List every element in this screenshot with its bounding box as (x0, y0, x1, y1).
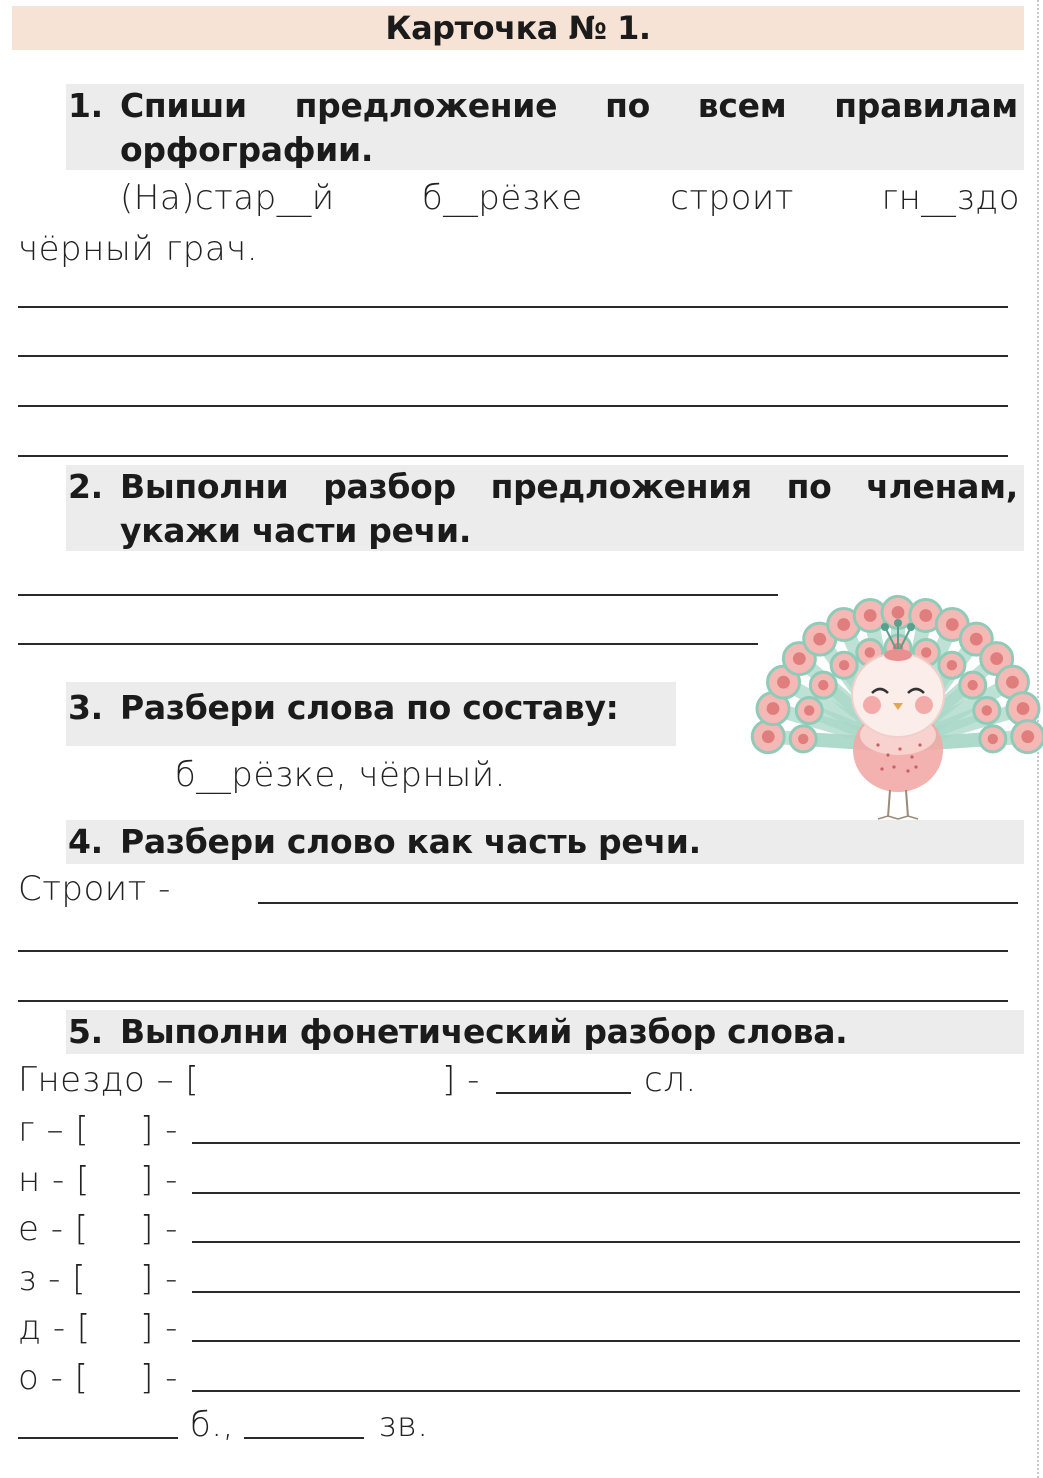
task2-instruction-line2: укажи части речи. (120, 511, 472, 550)
answer-line[interactable] (18, 405, 1008, 407)
letter-answer-line[interactable] (192, 1192, 1020, 1194)
peacock-feather-pupil (919, 609, 932, 622)
letter-answer-line[interactable] (192, 1142, 1020, 1144)
letter-prefix: д - [ (18, 1308, 91, 1348)
letter-prefix: г – [ (18, 1110, 90, 1150)
word-transcription-close: ] - (442, 1060, 480, 1100)
task1-sentence-line1: (На)стар__й б__рёзке строит гн__здо (120, 178, 1020, 218)
task1-instruction-line2: орфографии. (120, 130, 374, 169)
letter-bracket-close: ] - (140, 1159, 178, 1200)
peacock-feather-pupil (947, 660, 957, 670)
answer-line[interactable] (18, 594, 778, 596)
peacock-feather-pupil (777, 676, 790, 689)
word-transcription-open: Гнездо – [ (18, 1060, 200, 1100)
sounds-count-line[interactable] (244, 1437, 364, 1439)
peacock-feather-pupil (864, 609, 877, 622)
letter-bracket-close: ] - (140, 1357, 178, 1398)
peacock-feather-pupil (946, 618, 959, 631)
letter-bracket-close: ] - (140, 1110, 178, 1150)
letter-prefix: о - [ (18, 1357, 89, 1398)
task1-instruction-line1: Спиши предложение по всем правилам (120, 86, 1018, 125)
task4-instruction: Разбери слово как часть речи. (120, 822, 701, 861)
peacock-feather-pupil (767, 702, 780, 715)
letter-prefix: е - [ (18, 1209, 89, 1249)
task3-number: 3. (68, 688, 103, 727)
peacock-feather-pupil (970, 633, 983, 646)
letter-bracket-close: ] - (140, 1209, 178, 1249)
peacock-feather-pupil (837, 618, 850, 631)
task2-instruction-line1: Выполни разбор предложения по членам, (120, 467, 1018, 506)
task4-word: Строит - (18, 869, 171, 909)
peacock-feather-pupil (818, 680, 828, 690)
answer-line[interactable] (18, 950, 1008, 952)
peacock-feather-pupil (921, 647, 931, 657)
task5-number: 5. (68, 1012, 103, 1051)
peacock-feather-pupil (813, 633, 826, 646)
letters-count-line[interactable] (18, 1437, 178, 1439)
peacock-feather-pupil (988, 734, 998, 744)
peacock-feather-pupil (798, 734, 808, 744)
answer-line[interactable] (258, 902, 1018, 904)
task2-heading (68, 465, 1024, 553)
syllables-label: сл. (644, 1060, 697, 1100)
peacock-feather-pupil (793, 652, 806, 665)
task5-instruction: Выполни фонетический разбор слова. (120, 1012, 848, 1051)
task1-sentence-line2: чёрный грач. (18, 229, 259, 269)
answer-line[interactable] (18, 355, 1008, 357)
answer-line[interactable] (18, 306, 1008, 308)
peacock-feather-pupil (990, 652, 1003, 665)
peacock-feather-pupil (1017, 702, 1030, 715)
letter-prefix: з - [ (18, 1258, 87, 1299)
peacock-feather-pupil (865, 647, 875, 657)
answer-line[interactable] (18, 643, 758, 645)
letter-answer-line[interactable] (192, 1291, 1020, 1293)
peacock-feather-pupil (1006, 676, 1019, 689)
letter-answer-line[interactable] (192, 1241, 1020, 1243)
peacock-feather-pupil (967, 680, 977, 690)
letter-prefix: н - [ (18, 1159, 90, 1200)
answer-line[interactable] (18, 1000, 1008, 1002)
peacock-feather-pupil (839, 660, 849, 670)
task1-heading (68, 84, 1024, 172)
task1-number: 1. (68, 86, 103, 125)
peacock-icon (748, 545, 1043, 825)
answer-line[interactable] (18, 455, 1008, 457)
sounds-label: зв. (378, 1405, 429, 1445)
peacock-feather-pupil (1021, 730, 1034, 743)
task2-number: 2. (68, 467, 103, 506)
letter-answer-line[interactable] (192, 1390, 1020, 1392)
task3-words: б__рёзке, чёрный. (175, 755, 506, 795)
peacock-feather-pupil (982, 705, 992, 715)
syllable-count-line[interactable] (496, 1092, 631, 1094)
peacock-feather-pupil (762, 730, 775, 743)
task4-number: 4. (68, 822, 103, 861)
letter-bracket-close: ] - (140, 1258, 178, 1299)
task3-instruction: Разбери слова по составу: (120, 688, 619, 727)
letter-answer-line[interactable] (192, 1340, 1020, 1342)
letter-bracket-close: ] - (140, 1308, 178, 1348)
peacock-feather-pupil (892, 606, 905, 619)
letters-label: б., (190, 1405, 234, 1445)
peacock-feather-pupil (804, 705, 814, 715)
card-title: Карточка № 1. (12, 6, 1024, 50)
